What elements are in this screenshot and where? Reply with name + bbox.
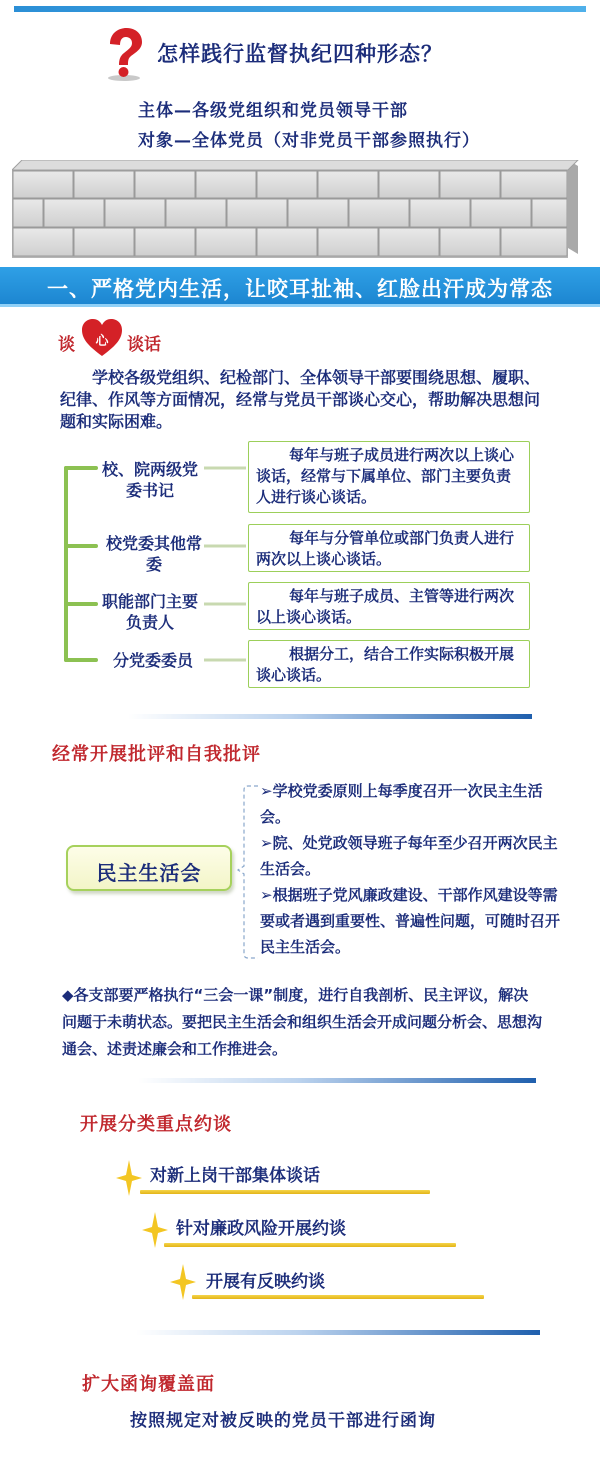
meeting-rule-item: ➢院、处党政领导班子每年至少召开两次民主生活会。 — [260, 834, 558, 878]
top-accent-bar — [14, 6, 586, 12]
item-underline — [140, 1190, 430, 1194]
inquiry-text: 按照规定对被反映的党员干部进行函询 — [130, 1411, 436, 1431]
appointment-heading: 开展分类重点约谈 — [80, 1114, 232, 1135]
role-desc: 每年与班子成员进行两次以上谈心谈话，经常与下属单位、部门主要负责人进行谈心谈话。 — [256, 446, 515, 506]
inquiry-heading: 扩大函询覆盖面 — [82, 1374, 215, 1395]
talk-intro-text: 学校各级党组织、纪检部门、全体领导干部要围绕思想、履职、纪律、作风等方面情况，经常与党员干部谈心交心，帮助解决思想问题和实际困难。 — [60, 368, 541, 431]
appointment-item: 对新上岗干部集体谈话 — [150, 1166, 320, 1186]
bracket-connector — [236, 782, 262, 962]
item-underline — [164, 1243, 456, 1247]
appointment-item: 针对廉政风险开展约谈 — [176, 1219, 346, 1239]
role-label: 校党委其他常委 — [105, 534, 202, 574]
heart-label: 心 — [95, 334, 109, 349]
section-divider — [128, 714, 532, 719]
role-desc: 每年与分管单位或部门负责人进行两次以上谈心谈话。 — [256, 529, 515, 568]
brick-wall-illustration — [12, 160, 588, 258]
branch-note: ◆各支部要严格执行“三会一课”制度，进行自我剖析、民主评议，解决问题于未萌状态。要把民主生活会和组织生活会开成问题分析会、思想沟通会、述责述廉会和工作推进会。 — [62, 986, 543, 1058]
democratic-life-meeting-label: 民主生活会 — [96, 861, 202, 885]
section-divider — [138, 1078, 536, 1083]
subject-line: 主体—各级党组织和党员领导干部 — [138, 101, 408, 121]
question-mark-icon — [102, 26, 146, 82]
criticism-heading: 经常开展批评和自我批评 — [52, 744, 261, 765]
section-banner-title: 一、严格党内生活，让咬耳扯袖、红脸出汗成为常态 — [47, 277, 553, 301]
sparkle-icon — [116, 1160, 142, 1196]
item-underline — [192, 1295, 484, 1299]
role-desc: 每年与班子成员、主管等进行两次以上谈心谈话。 — [256, 587, 515, 626]
meeting-rule-item: ➢根据班子党风廉政建设、干部作风建设等需要或者遇到重要性、普遍性问题，可随时召开民主生活会。 — [260, 886, 561, 956]
role-label: 分党委委员 — [112, 651, 193, 670]
role-desc: 根据分工，结合工作实际积极开展谈心谈话。 — [256, 645, 515, 684]
talk-heading-left: 谈 — [58, 335, 75, 355]
appointment-item: 开展有反映约谈 — [206, 1272, 325, 1292]
section-divider — [136, 1330, 540, 1335]
talk-heading-right: 谈话 — [127, 335, 161, 355]
meeting-rules-list — [260, 778, 560, 960]
role-label: 职能部门主要负责人 — [101, 592, 198, 632]
page-title: 怎样践行监督执纪四种形态？ — [157, 42, 443, 66]
role-label: 校、院两级党委书记 — [101, 460, 198, 500]
object-line: 对象—全体党员（对非党员干部参照执行） — [138, 131, 480, 151]
meeting-rule-item: ➢学校党委原则上每季度召开一次民主生活会。 — [260, 782, 543, 826]
